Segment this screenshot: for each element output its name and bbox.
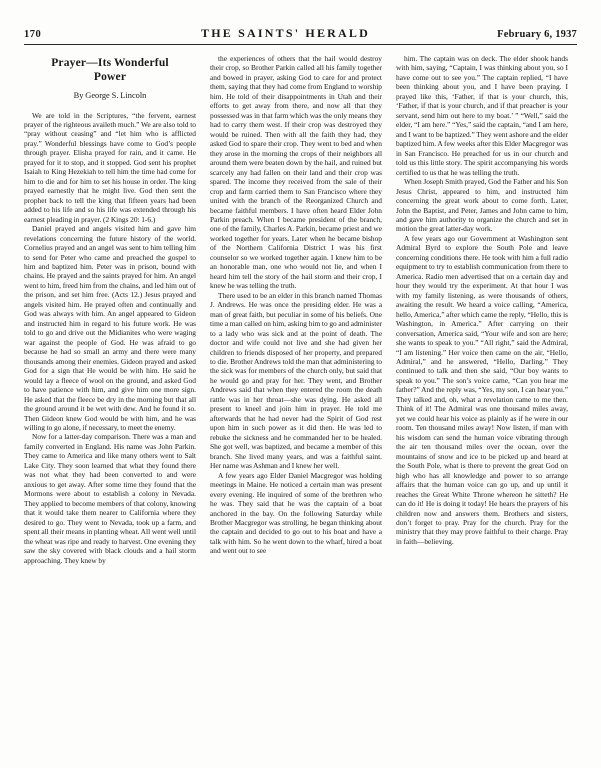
masthead-rule [24,44,577,45]
issue-date: February 6, 1937 [497,29,577,40]
publication-title: THE SAINTS' HERALD [201,26,370,40]
paragraph: Daniel prayed and angels visited him and gave him revelations concerning the future history of the world. Cornelius prayed and an angel was sent to him telling him to send for Peter who came and preached the gospel to him and baptized him. Peter was in prison, bound with chains. He prayed and the saints prayed for him. An angel went to him, freed him from the chains, and led him out of the prison, and set him free. (Acts 12.) Jesus prayed and angels visited him. He prayed often and continually and God was always with him. An angel appeared to Gideon and instructed him in regard to his future work. He was told to go and drive out the Midianites who were waging war against the people of God. He was afraid to go because he had so small an army and there were many thousands among their enemies. Gideon prayed and asked God for a sign that He would be with him. He said he would lay a fleece of wool on the ground, and asked God to have patience with him, and give him one more sign. He asked that the fleece be dry in the morning but that all the ground around it be wet with dew. And he found it so. Then Gideon knew God would be with him, and he was willing to go alone, if necessary, to meet the enemy. [24,224,196,432]
paragraph: There used to be an elder in this branch named Thomas J. Andrews. He was once the presiding elder. He was a man of great faith, but peculiar in some of his beliefs. One time a man called on him, asking him to go and administer to a lady who was sick and at the point of death. The doctor and wife could not live and she had given her children to friends disposed of her property, and prepared to die. Brother Andrews told the man that administering to the sick was for members of the church only, but said that he would go and pray for her. They went, and Brother Andrews said that when they entered the room the death rattle was in her throat—she was dying. He asked all present to kneel and join him in prayer. He told me afterwards that he had never had the Spirit of God rest upon him in such power as it did then. He was led to rebuke the sickness and he commanded her to be healed. She got well, was baptized, and became a member of this branch. She lived many years, and was a faithful saint. Her name was Ashman and I knew her well. [210,290,382,471]
paragraph: A few years ago Elder Daniel Macgregor was holding meetings in Maine. He noticed a certain man was present every evening. He inquired of some of the brethren who he was. They said that he was the captain of a boat anchored in the bay. On the following Saturday while Brother Macgregor was strolling, he began thinking about the captain and decided to go out to his boat and have a talk with him. So he went down to the wharf, hired a boat and went out to see [210,470,382,556]
article-title-line-1: Prayer—Its Wonderful [51,57,169,69]
column-1 [24,54,196,744]
paragraph: A few years ago our Government at Washington sent Admiral Byrd to explore the South Pole and leave concerning conditions there. He took with him a full radio equipment to try to establish communication from there to America. Radio men advertised that on a certain day and hour they would try the experiment. At that hour I was with my family listening, as were thousands of others, awaiting the result. We heard a voice calling, “America, hello, America,” after which came the reply, “Hello, this is Washington, in America.” After carrying on their conversation, America said, “Your wife and son are here; she wants to speak to you.” “All right,” said the Admiral, “I am listening.” Her voice then came on the air, “Hello, Admiral,” and he answered, “Hello, Darling.” They continued to talk and then she said, “Our boy wants to speak to you.” The son’s voice came, “Can you hear me father?” And the reply was, “Yes, my son, I can hear you.” They talked and, oh, what a revelation came to me then. Think of it! The Admiral was one thousand miles away, yet we could hear his voice as plainly as if he were in our room. Ten thousand miles away! Now listen, if man with his wisdom can send the human voice vibrating through the air ten thousand miles over the ocean, over the mountains of snow and ice to be picked up and heard at the South Pole, what is there to prevent the great God on high who has all knowledge and power to so arrange affairs that the human voice can go up, and up until it reaches the Great White Throne whereon he sitteth? He can do it! He is doing it today! He hears the prayers of his children now and answers them. Brothers and sisters, don’t forget to pray. Pray for the church. Pray for the ministry that they may prove faithful to their charge. Pray in faith—believing. [396,233,568,546]
article-byline: By George S. Lincoln [73,90,147,100]
page-title [24,56,196,85]
article-title-line-2: Power [93,71,127,84]
masthead [24,26,577,41]
paragraph: the experiences of others that the hail would destroy their crop, so Brother Parkin called all his family together and bowed in prayer, asking God to care for and protect them, saying that they had come from England to worship him. He told of their disappointments in Utah and their efforts to get away from there, and now all that they possessed was in that farm which was the only means they had to carry them west. If their crop was destroyed they would be ruined. Then with all the faith they had, they asked God to spare their crop. They went to bed and when they arose in the morning the crops of their neighbors all around them were beaten down by the hail, and ruined but scarcely any had fallen on their land and their crop was spared. The income they received from the sale of their crop and farm carried them to San Francisco where they united with the branch of the Reorganized Church and became faithful members. I have often heard Elder John Parkin preach. When I became president of the branch, one of the family, Charles A. Parkin, became priest and we worked together for years. Later when he became bishop of the Northern California District I was his first counselor so we worked together again. I knew him to be an honorable man, one who would not lie, and when I heard him tell the story of the hail storm and their crop, I knew he was telling the truth. [210,54,382,291]
paragraph: We are told in the Scriptures, “the fervent, earnest prayer of the righteous availeth much.” We are also told to “pray without ceasing” and “let him who is afflicted pray.” Wonderful blessings have come to God’s people through prayer. Elisha prayed for rain, and it came. He prayed for it to stop, and it stopped. God sent his prophet Isaiah to King Hezekiah to tell him the time had come for him to die and for him to set his house in order. The king prayed earnestly that he might live. God then sent the prophet back to tell the king that fifteen years had been added to his life and so his life was extended through his earnest pleading in prayer. (2 Kings 20: 1-6.) [24,110,196,224]
column-2 [210,54,382,744]
column-3 [396,54,568,744]
paragraph: him. The captain was on deck. The elder shook hands with him, saying, “Captain, I was thinking about you, so I have come out to see you.” The captain replied, “I have been thinking about you, and I have been praying. I prayed like this, ‘Father, if that is your church, this, ‘Father, if that is your church, and if that preacher is your servant, send him out here to my boat.’ ” “Well,” said the elder, “I am here.” “Yes,” said the captain, “and I am here, and I want to be baptized.” They went ashore and the elder baptized him. A few weeks after this Elder Macgregor was in San Francisco. He preached for us in our church and told us this little story. The spirit accompanying his words certified to us that he was telling the truth. [396,54,568,177]
article-columns [24,54,577,744]
paragraph: Now for a latter-day comparison. There was a man and family converted in England. His name was John Parkin. They came to America and like many others went to Salt Lake City. They soon learned that what they found there was not what they had been converted to and were anxious to get away. After some time they found that the Mormons were about to establish a colony in Nevada. They applied to become members of that colony, knowing that it would take them nearer to California where they desired to go. They went to Nevada, took up a farm, and spent all their means in planting wheat. All went well until the wheat was ripe and ready to harvest. One evening they saw the sky covered with black clouds and a hail storm approaching. They knew by [24,432,196,565]
paragraph: When Joseph Smith prayed, God the Father and his Son Jesus Christ, appeared to him, and instructed him concerning the great work about to come forth. Later, John the Baptist, and Peter, James and John came to him, and gave him authority to organize the church and set in motion the great latter-day work. [396,177,568,234]
page-number: 170 [24,29,42,40]
